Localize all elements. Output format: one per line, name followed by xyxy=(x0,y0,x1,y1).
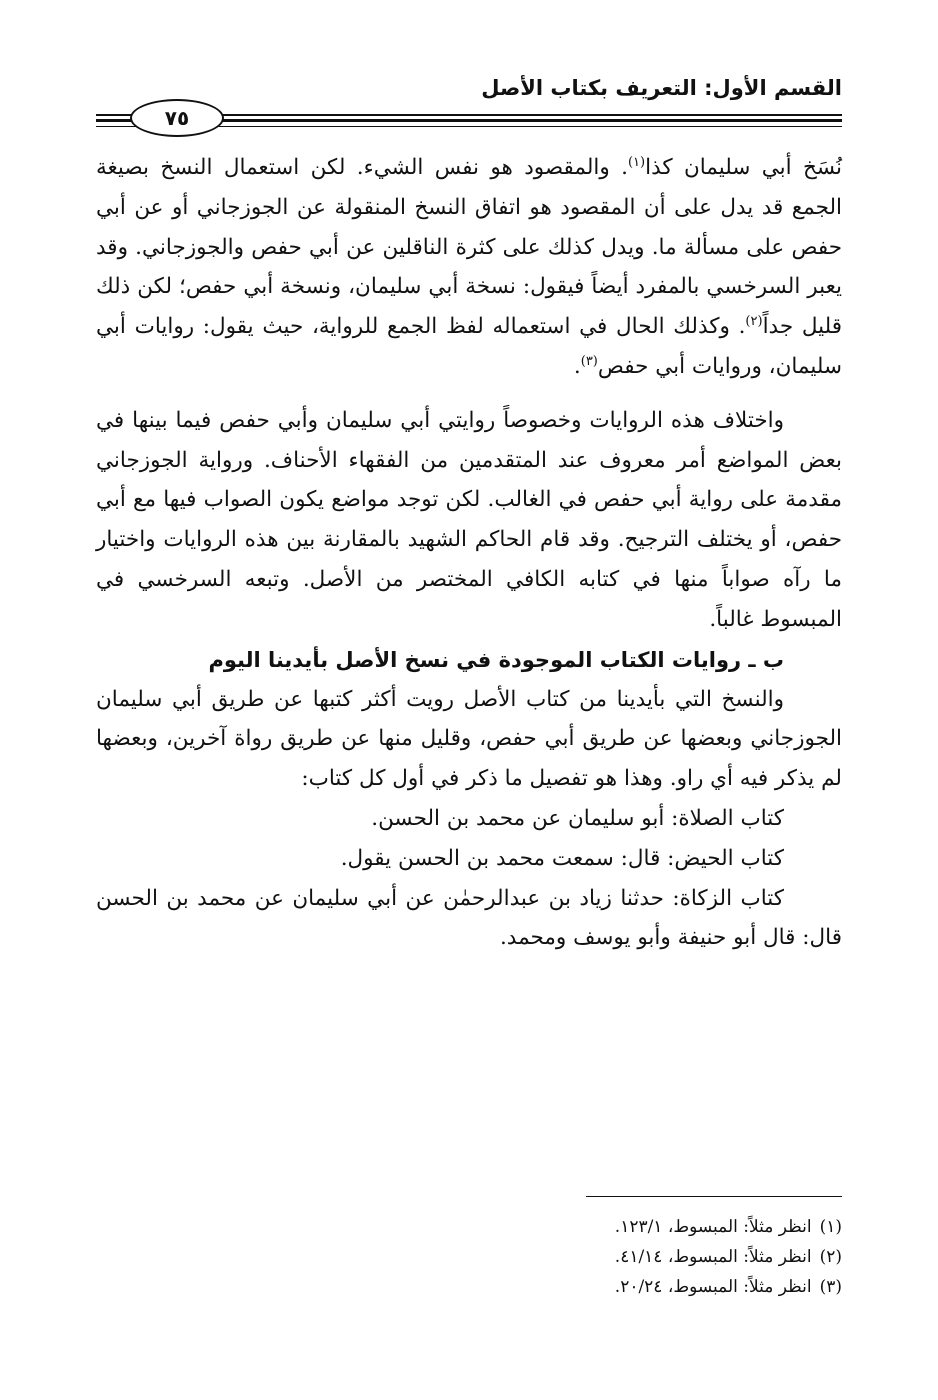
footnote-number: (٢) xyxy=(819,1247,842,1267)
paragraph-1-text: . xyxy=(573,353,581,379)
footnote-text: انظر مثلاً: المبسوط، ١٢٣/١. xyxy=(614,1217,812,1237)
paragraph-3: والنسخ التي بأيدينا من كتاب الأصل رويت أكثر كتبها عن طريق أبي سليمان الجوزجاني وبعضها عن طريق أبي حفص، وقليل منها عن طريق رواة آخرين، وبعضها لم يذكر فيه أي راو. وهذا هو تفصيل ما ذكر في أول كل كتاب: xyxy=(96,686,842,792)
footnote xyxy=(242,1272,842,1302)
book-entry-hayd: كتاب الحيض: قال: سمعت محمد بن الحسن يقول. xyxy=(340,845,784,871)
footnote-number: (١) xyxy=(819,1217,842,1237)
main-text xyxy=(96,148,842,958)
footnote-reference-2: (٢) xyxy=(745,314,763,330)
paragraph-2: واختلاف هذه الروايات وخصوصاً روايتي أبي سليمان وأبي حفص فيما بينها في بعض المواضع أمر معروف عند المتقدمين من الفقهاء الأحناف. ورواية الجوزجاني مقدمة على رواية أبي حفص في الغالب. لكن توجد مواضع يكون الصواب فيها مع أبي حفص، أو يختلف الترجيح. وقد قام الحاكم الشهيد بالمقارنة بين هذه الروايات واختيار ما رآه صواباً منها في كتابه الكافي المختصر من الأصل. وتبعه السرخسي في المبسوط غالباً. xyxy=(96,407,842,632)
footnote-text: انظر مثلاً: المبسوط، ٢٠/٢٤. xyxy=(614,1277,812,1297)
footnote-reference-1: (١) xyxy=(627,154,646,170)
footnote-reference-3: (٣) xyxy=(580,353,598,369)
paragraph-1-text: . والمقصود هو نفس الشيء. لكن استعمال النسخ بصيغة الجمع قد يدل على أن المقصود هو اتفاق النسخ المنقولة عن الجوزجاني أو عن أبي حفص على مسألة ما. ويدل كذلك على كثرة الناقلين عن أبي حفص والجوزجاني. وقد يعبر السرخسي بالمفرد أيضاً فيقول: نسخة أبي سليمان، ونسخة أبي حفص؛ لكن ذلك قليل جداً xyxy=(96,155,842,340)
paragraph-1 xyxy=(96,148,842,387)
book-entry-zakat: كتاب الزكاة: حدثنا زياد بن عبدالرحمٰن عن أبي سليمان عن محمد بن الحسن قال: قال أبو حنيفة وأبو يوسف ومحمد. xyxy=(96,885,842,951)
footnotes xyxy=(242,1212,842,1302)
footnote xyxy=(242,1212,842,1242)
footnote xyxy=(242,1242,842,1272)
section-heading: ب ـ روايات الكتاب الموجودة في نسخ الأصل بأيدينا اليوم xyxy=(208,647,784,672)
footnote-number: (٣) xyxy=(819,1277,842,1297)
footnote-separator xyxy=(586,1196,842,1197)
running-header-title: القسم الأول: التعريف بكتاب الأصل xyxy=(481,76,842,100)
footnote-text: انظر مثلاً: المبسوط، ٤١/١٤. xyxy=(614,1247,812,1267)
paragraph-1-text: . وكذلك الحال في استعماله لفظ الجمع للرواية، حيث يقول: روايات أبي سليمان، وروايات أبي حفص xyxy=(96,314,842,379)
paragraph-1-text: نُسَخ أبي سليمان كذا xyxy=(645,155,843,180)
book-entry-salat: كتاب الصلاة: أبو سليمان عن محمد بن الحسن. xyxy=(371,805,784,831)
page-number: ٧٥ xyxy=(130,99,224,137)
